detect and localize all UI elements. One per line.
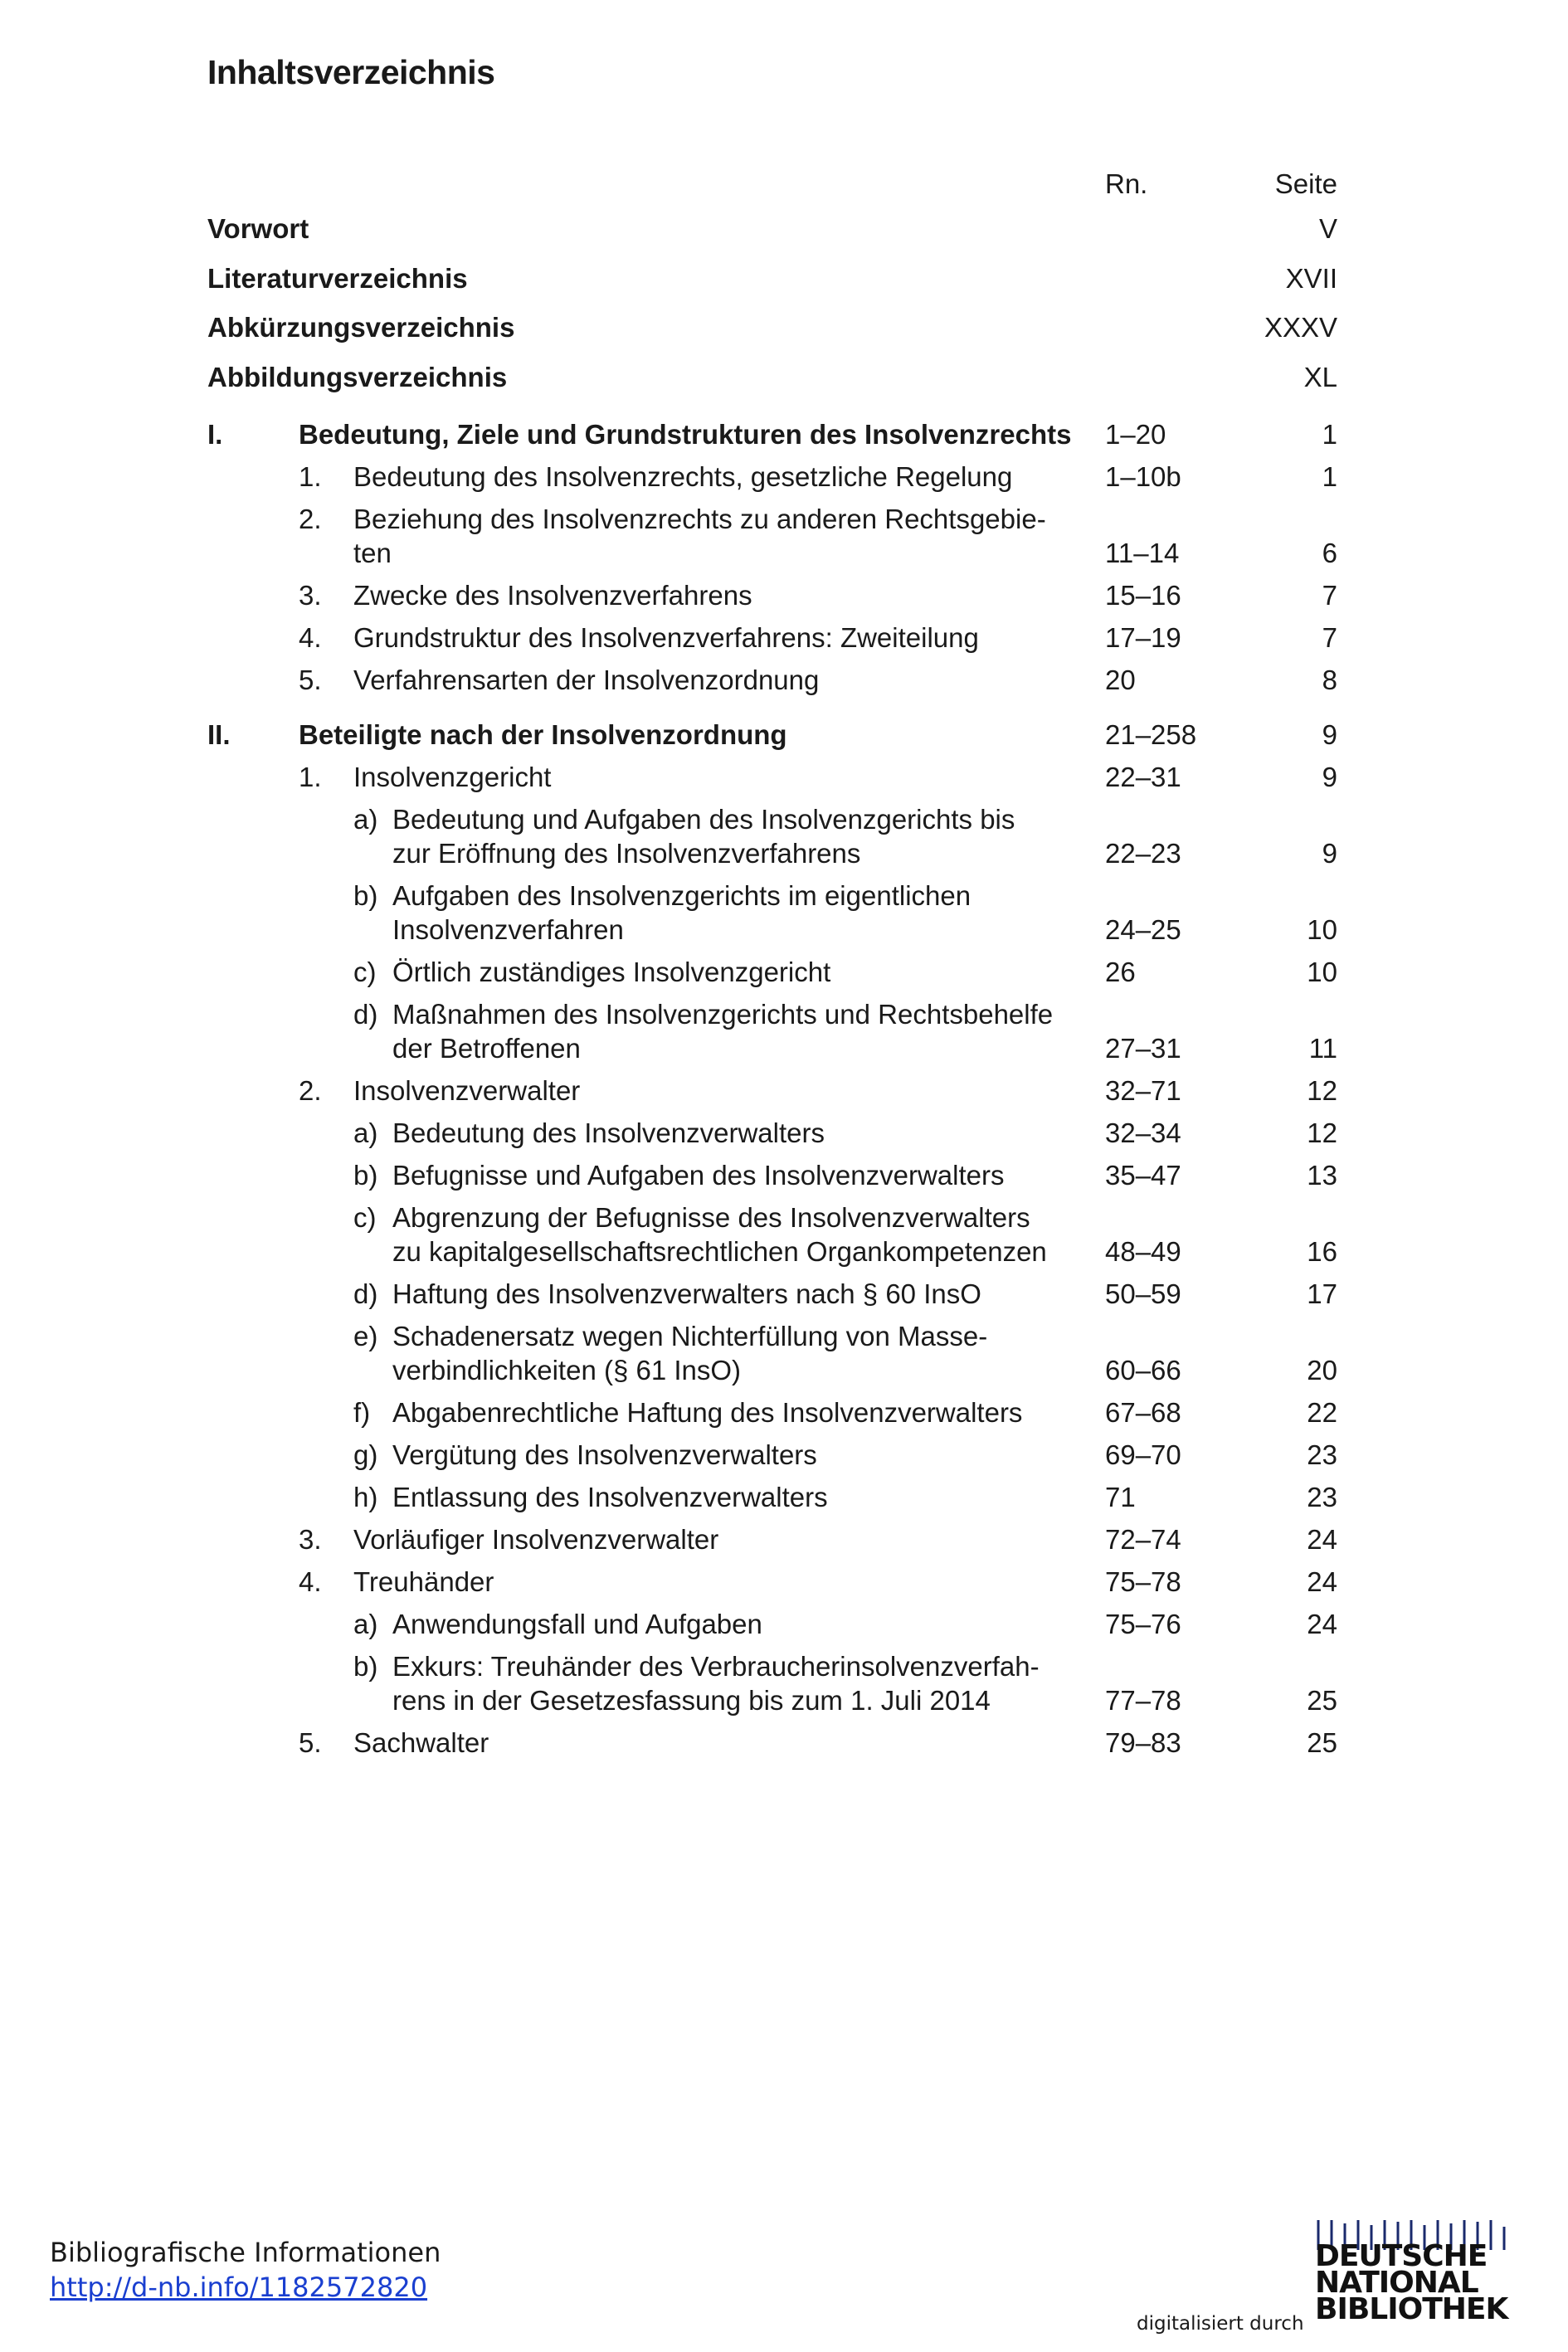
entry-page: 8 bbox=[1322, 665, 1337, 695]
entry-page: 20 bbox=[1307, 1355, 1337, 1385]
entry-title: Grundstruktur des Insolvenzverfahrens: Zweiteilung bbox=[353, 622, 979, 653]
entry-page: 25 bbox=[1307, 1685, 1337, 1716]
column-header-rn: Rn. bbox=[1105, 168, 1148, 199]
entry-title: Vergütung des Insolvenzverwalters bbox=[392, 1439, 817, 1470]
entry-rn: 75–78 bbox=[1105, 1566, 1181, 1597]
entry-rn: 15–16 bbox=[1105, 580, 1181, 611]
section-number: II. bbox=[207, 719, 231, 750]
entry-title-continued: zur Eröffnung des Insolvenzverfahrens bbox=[392, 838, 861, 869]
entry-rn: 75–76 bbox=[1105, 1609, 1181, 1639]
entry-rn: 35–47 bbox=[1105, 1160, 1181, 1191]
entry-title: Abkürzungsverzeichnis bbox=[207, 312, 515, 343]
entry-rn: 22–23 bbox=[1105, 838, 1181, 869]
entry-number: g) bbox=[353, 1439, 378, 1470]
entry-page: 12 bbox=[1307, 1075, 1337, 1106]
entry-rn: 77–78 bbox=[1105, 1685, 1181, 1716]
entry-page: 25 bbox=[1307, 1727, 1337, 1758]
section-rn: 1–20 bbox=[1105, 419, 1166, 450]
entry-title: Abgabenrechtliche Haftung des Insolvenzverwalters bbox=[392, 1397, 1023, 1428]
entry-page: XVII bbox=[1285, 262, 1337, 294]
entry-title: Abgrenzung der Befugnisse des Insolvenzverwalters bbox=[392, 1202, 1030, 1233]
entry-number: h) bbox=[353, 1482, 378, 1512]
entry-rn: 32–34 bbox=[1105, 1118, 1181, 1148]
entry-number: c) bbox=[353, 957, 377, 987]
entry-title: Bedeutung und Aufgaben des Insolvenzgerichts bis bbox=[392, 804, 1015, 835]
entry-rn: 1–10b bbox=[1105, 461, 1181, 492]
entry-title: Anwendungsfall und Aufgaben bbox=[392, 1609, 762, 1639]
entry-page: V bbox=[1318, 213, 1337, 244]
entry-number: b) bbox=[353, 1160, 378, 1191]
entry-number: 4. bbox=[299, 622, 322, 653]
entry-title-continued: der Betroffenen bbox=[392, 1033, 581, 1064]
entry-number: a) bbox=[353, 804, 378, 835]
entry-number: e) bbox=[353, 1321, 378, 1351]
entry-page: 23 bbox=[1307, 1482, 1337, 1512]
entry-title: Literaturverzeichnis bbox=[207, 262, 468, 294]
entry-rn: 26 bbox=[1105, 957, 1136, 987]
column-header-seite: Seite bbox=[1274, 168, 1337, 199]
section-rn: 21–258 bbox=[1105, 719, 1197, 750]
section-page: 1 bbox=[1322, 419, 1337, 450]
section-page: 9 bbox=[1322, 719, 1337, 750]
digitized-by-label: digitalisiert durch bbox=[1137, 2313, 1304, 2335]
entry-page: 13 bbox=[1307, 1160, 1337, 1191]
entry-page: 16 bbox=[1307, 1236, 1337, 1267]
entry-page: 11 bbox=[1308, 1033, 1337, 1064]
entry-title: Vorläufiger Insolvenzverwalter bbox=[353, 1524, 719, 1555]
entry-title-continued: verbindlichkeiten (§ 61 InsO) bbox=[392, 1355, 742, 1385]
entry-number: 2. bbox=[299, 504, 322, 534]
entry-page: XL bbox=[1303, 361, 1337, 392]
entry-title: Insolvenzgericht bbox=[353, 762, 552, 792]
entry-title: Bedeutung des Insolvenzverwalters bbox=[392, 1118, 825, 1148]
entry-rn: 67–68 bbox=[1105, 1397, 1181, 1428]
entry-title: Befugnisse und Aufgaben des Insolvenzverwalters bbox=[392, 1160, 1005, 1191]
section-title: Bedeutung, Ziele und Grundstrukturen des Insolvenzrechts bbox=[299, 419, 1072, 450]
entry-title: Schadenersatz wegen Nichterfüllung von Masse- bbox=[392, 1321, 988, 1351]
page-title: Inhaltsverzeichnis bbox=[207, 53, 495, 91]
entry-page: 7 bbox=[1322, 580, 1337, 611]
entry-number: 5. bbox=[299, 665, 322, 695]
entry-number: b) bbox=[353, 880, 378, 911]
entry-number: c) bbox=[353, 1202, 377, 1233]
entry-title: Maßnahmen des Insolvenzgerichts und Rechtsbehelfe bbox=[392, 999, 1054, 1030]
entry-rn: 48–49 bbox=[1105, 1236, 1181, 1267]
entry-number: a) bbox=[353, 1118, 378, 1148]
entry-title-continued: Insolvenzverfahren bbox=[392, 914, 624, 945]
entry-page: 9 bbox=[1322, 838, 1337, 869]
entry-page: 12 bbox=[1307, 1118, 1337, 1148]
entry-page: 6 bbox=[1322, 538, 1337, 568]
entry-number: 2. bbox=[299, 1075, 322, 1106]
entry-number: 4. bbox=[299, 1566, 322, 1597]
entry-title-continued: ten bbox=[353, 538, 392, 568]
entry-rn: 17–19 bbox=[1105, 622, 1181, 653]
entry-page: 10 bbox=[1307, 914, 1337, 945]
bibliographic-info bbox=[50, 2235, 441, 2305]
entry-number: d) bbox=[353, 1278, 378, 1309]
dnb-link[interactable]: http://d-nb.info/1182572820 bbox=[50, 2272, 428, 2303]
entry-title: Exkurs: Treuhänder des Verbraucherinsolvenzverfah- bbox=[392, 1651, 1040, 1682]
entry-rn: 69–70 bbox=[1105, 1439, 1181, 1470]
bibliographic-info-label: Bibliografische Informationen bbox=[50, 2237, 441, 2268]
entry-page: 24 bbox=[1307, 1609, 1337, 1639]
entry-number: a) bbox=[353, 1609, 378, 1639]
entry-page: 24 bbox=[1307, 1524, 1337, 1555]
entry-title: Beziehung des Insolvenzrechts zu anderen Rechtsgebie- bbox=[353, 504, 1046, 534]
entry-title: Treuhänder bbox=[353, 1566, 494, 1597]
entry-title: Abbildungsverzeichnis bbox=[207, 361, 508, 392]
entry-rn: 11–14 bbox=[1105, 538, 1180, 568]
section-title: Beteiligte nach der Insolvenzordnung bbox=[299, 719, 787, 750]
entry-rn: 27–31 bbox=[1105, 1033, 1181, 1064]
entry-rn: 72–74 bbox=[1105, 1524, 1181, 1555]
entry-title: Bedeutung des Insolvenzrechts, gesetzliche Regelung bbox=[353, 461, 1013, 492]
entry-number: 1. bbox=[299, 762, 322, 792]
section-number: I. bbox=[207, 419, 223, 450]
entry-title-continued: rens in der Gesetzesfassung bis zum 1. Juli 2014 bbox=[392, 1685, 991, 1716]
dnb-logo-text: DEUTSCHE NATIONAL BIBLIOTHEK bbox=[1315, 2239, 1508, 2326]
entry-title: Entlassung des Insolvenzverwalters bbox=[392, 1482, 828, 1512]
entry-page: 24 bbox=[1307, 1566, 1337, 1597]
entry-title-continued: zu kapitalgesellschaftsrechtlichen Organkompetenzen bbox=[392, 1236, 1047, 1267]
entry-number: 1. bbox=[299, 461, 322, 492]
entry-title: Aufgaben des Insolvenzgerichts im eigentlichen bbox=[392, 880, 971, 911]
entry-title: Sachwalter bbox=[353, 1727, 489, 1758]
entry-rn: 50–59 bbox=[1105, 1278, 1181, 1309]
entry-number: 3. bbox=[299, 580, 322, 611]
entry-rn: 79–83 bbox=[1105, 1727, 1181, 1758]
entry-rn: 24–25 bbox=[1105, 914, 1181, 945]
entry-number: b) bbox=[353, 1651, 378, 1682]
entry-page: 22 bbox=[1307, 1397, 1337, 1428]
entry-number: 3. bbox=[299, 1524, 322, 1555]
entry-title: Örtlich zuständiges Insolvenzgericht bbox=[392, 957, 831, 987]
entry-page: 17 bbox=[1307, 1278, 1337, 1309]
entry-rn: 20 bbox=[1105, 665, 1136, 695]
entry-title: Insolvenzverwalter bbox=[353, 1075, 581, 1106]
entry-rn: 60–66 bbox=[1105, 1355, 1181, 1385]
entry-page: 7 bbox=[1322, 622, 1337, 653]
entry-number: 5. bbox=[299, 1727, 322, 1758]
entry-title: Haftung des Insolvenzverwalters nach § 60 InsO bbox=[392, 1278, 981, 1309]
entry-rn: 22–31 bbox=[1105, 762, 1181, 792]
entry-title: Zwecke des Insolvenzverfahrens bbox=[353, 580, 752, 611]
entry-rn: 71 bbox=[1105, 1482, 1136, 1512]
entry-page: 1 bbox=[1322, 461, 1337, 492]
entry-page: 10 bbox=[1307, 957, 1337, 987]
entry-page: XXXV bbox=[1264, 312, 1337, 343]
entry-title: Verfahrensarten der Insolvenzordnung bbox=[353, 665, 820, 695]
entry-number: f) bbox=[353, 1397, 371, 1428]
entry-number: d) bbox=[353, 999, 378, 1030]
entry-page: 9 bbox=[1322, 762, 1337, 792]
entry-rn: 32–71 bbox=[1105, 1075, 1181, 1106]
dnb-logo bbox=[1315, 2220, 1522, 2336]
entry-page: 23 bbox=[1307, 1439, 1337, 1470]
entry-title: Vorwort bbox=[207, 213, 309, 244]
